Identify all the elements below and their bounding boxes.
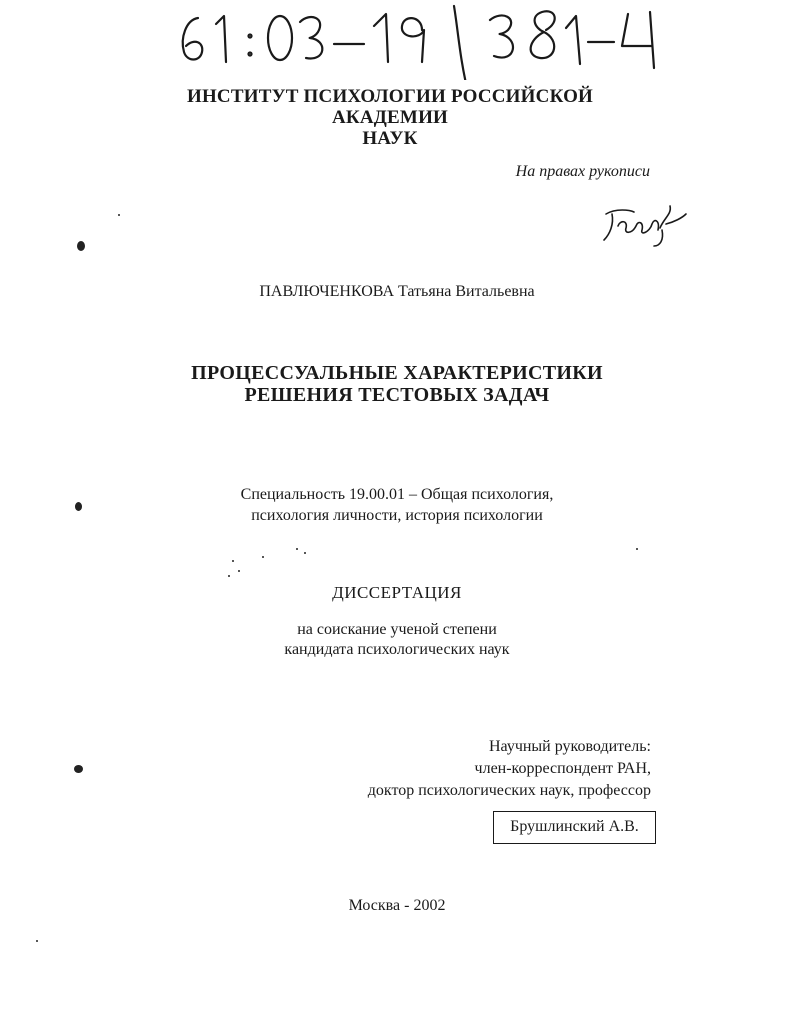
scan-mark: [36, 940, 38, 942]
scan-mark: [296, 548, 298, 550]
author-name: ПАВЛЮЧЕНКОВА Татьяна Витальевна: [259, 283, 535, 300]
scan-mark: [74, 765, 83, 773]
supervisor-line-1: Научный руководитель:: [488, 738, 651, 755]
institute-line-2: НАУК: [362, 128, 418, 149]
supervisor-name-box: Брушлинский А.В.: [493, 811, 656, 844]
supervisor-line-2: член-корреспондент РАН,: [474, 760, 651, 777]
scan-mark: [75, 502, 82, 511]
scan-mark: [228, 575, 230, 577]
scan-mark: [636, 548, 638, 550]
specialty-line-2: психология личности, история психологии: [251, 507, 543, 524]
scan-mark: [262, 556, 264, 558]
degree-sought: [0, 620, 794, 660]
city-year: Москва - 2002: [348, 897, 446, 914]
degree-line-1: на соискание ученой степени: [297, 621, 497, 638]
scan-mark: [232, 560, 234, 562]
supervisor-line-3: доктор психологических наук, профессор: [367, 782, 651, 799]
title-line-2: РЕШЕНИЯ ТЕСТОВЫХ ЗАДАЧ: [244, 384, 550, 406]
scan-mark: [77, 241, 85, 251]
specialty: [0, 484, 794, 526]
signature: [600, 200, 690, 250]
institute-name: [130, 86, 650, 149]
scan-mark: [118, 214, 120, 216]
specialty-line-1: Специальность 19.00.01 – Общая психология,: [240, 486, 554, 503]
institute-line-1: ИНСТИТУТ ПСИХОЛОГИИ РОССИЙСКОЙ АКАДЕМИИ: [186, 86, 594, 128]
work-type: ДИССЕРТАЦИЯ: [332, 583, 462, 602]
degree-line-2: кандидата психологических наук: [284, 641, 510, 658]
supervisor-block: [300, 736, 651, 802]
title-line-1: ПРОЦЕССУАЛЬНЫЕ ХАРАКТЕРИСТИКИ: [191, 362, 603, 384]
scan-mark: [238, 570, 240, 572]
scan-mark: [304, 552, 306, 554]
dissertation-title: [0, 362, 794, 406]
manuscript-note: На правах рукописи: [515, 163, 650, 180]
handwritten-archive-code: [168, 0, 668, 80]
